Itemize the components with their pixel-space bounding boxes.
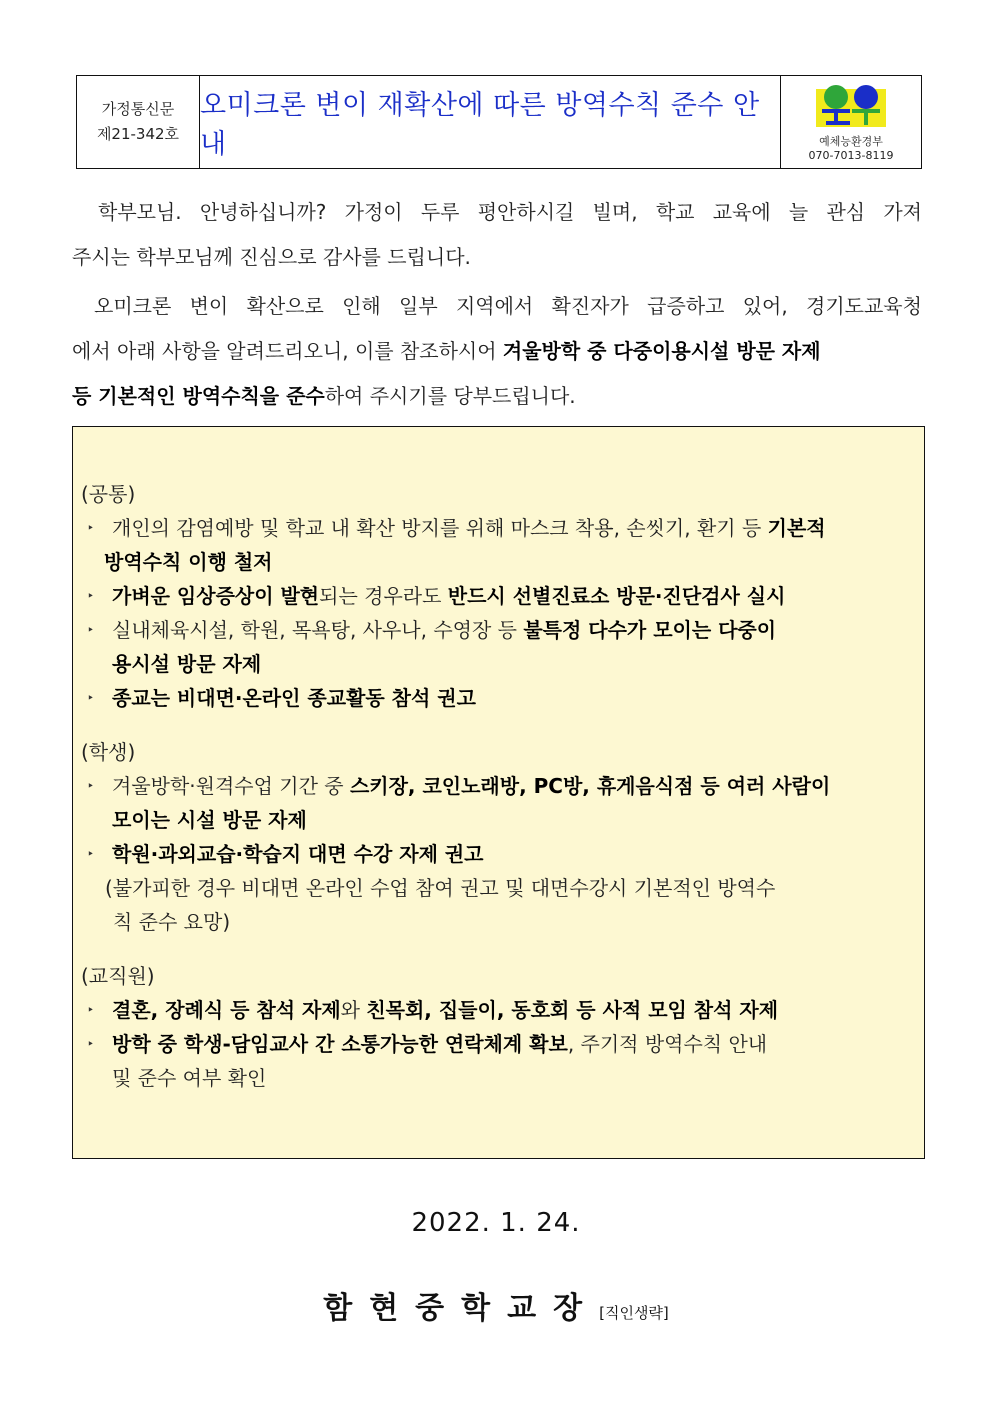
item-emphasis: 불특정 다수가 모이는 다중이 — [523, 618, 777, 642]
item-emphasis: 학원·과외교습·학습지 대면 수강 자제 권고 — [112, 842, 484, 866]
item-text: 와 — [340, 998, 367, 1022]
word: 일부 — [399, 294, 438, 318]
intro-paragraph-1 — [72, 190, 922, 280]
item-text: 겨울방학·원격수업 기간 중 — [112, 774, 350, 798]
intro-p2-text: 하여 주시기를 당부드립니다. — [324, 384, 576, 408]
list-item — [81, 1027, 916, 1095]
logo-caption — [781, 135, 921, 163]
intro-p2-line2 — [72, 329, 922, 374]
word: 지역에서 — [455, 294, 534, 318]
section-heading-student: (학생) — [81, 740, 136, 764]
intro-p2-emphasis: 겨울방학 중 다중이용시설 방문 자제 — [502, 339, 821, 363]
header-table — [76, 75, 922, 169]
item-emphasis: 용시설 방문 자제 — [112, 652, 262, 676]
item-emphasis: 결혼, 장례식 등 참석 자제 — [112, 998, 341, 1022]
intro-p2-line3 — [72, 374, 922, 419]
list-item — [81, 837, 916, 871]
signature-line — [0, 1283, 992, 1327]
signer-name: 함현중학교장 — [323, 1291, 600, 1326]
intro-p1-line1 — [72, 190, 922, 235]
item-text: 및 준수 여부 확인 — [112, 1066, 267, 1090]
word: 있어, — [742, 294, 788, 318]
list-item — [81, 681, 916, 715]
notice-box — [72, 426, 925, 1159]
intro-p1-line2: 주시는 학부모님께 진심으로 감사를 드립니다. — [72, 245, 471, 269]
item-text: 되는 경우라도 — [319, 584, 448, 608]
bullet-icon: ‣ — [87, 691, 95, 705]
section-heading-staff: (교직원) — [81, 964, 155, 988]
list-item — [81, 993, 916, 1027]
list-item — [81, 579, 916, 613]
item-text: 실내체육시설, 학원, 목욕탕, 사우나, 수영장 등 — [112, 618, 524, 642]
word: 확진자가 — [551, 294, 629, 318]
list-item — [81, 511, 916, 579]
word: 두루 — [420, 200, 460, 224]
issue-date: 2022. 1. 24. — [411, 1208, 581, 1238]
item-emphasis: 방학 중 학생-담임교사 간 소통가능한 연락체계 확보 — [112, 1032, 568, 1056]
word: 오미크론 — [94, 294, 172, 318]
word: 관심 — [826, 200, 866, 224]
item-text: , 주기적 방역수칙 안내 — [567, 1032, 768, 1056]
item-emphasis: 친목회, 집들이, 동호회 등 사적 모임 참석 자제 — [366, 998, 779, 1022]
word: 가져 — [883, 200, 922, 224]
item-emphasis: 반드시 선별진료소 방문·진단검사 실시 — [447, 584, 786, 608]
word: 빌며, — [592, 200, 638, 224]
word: 학부모님. — [98, 200, 182, 224]
list-item — [81, 769, 916, 837]
school-logo-icon — [816, 81, 886, 133]
doc-info-cell — [77, 76, 200, 168]
doc-type: 가정통신문 — [101, 100, 175, 118]
word: 교육에 — [712, 200, 771, 224]
logo-caption-dept: 예체능환경부 — [819, 135, 883, 148]
bullet-icon: ‣ — [87, 847, 95, 861]
item-emphasis: 기본적 — [767, 516, 826, 540]
seal-note: [직인생략] — [599, 1304, 669, 1322]
item-emphasis: 스키장, 코인노래방, PC방, 휴게음식점 등 여러 사람이 — [349, 774, 831, 798]
word: 늘 — [788, 200, 809, 224]
word: 확산으로 — [246, 294, 324, 318]
list-item — [81, 613, 916, 681]
item-emphasis: 방역수칙 이행 철저 — [104, 550, 273, 574]
word: 급증하고 — [647, 294, 725, 318]
bullet-icon: ‣ — [87, 1003, 95, 1017]
word: 변이 — [189, 294, 229, 318]
note-text: 칙 준수 요망) — [113, 910, 231, 934]
logo-cell — [780, 76, 921, 168]
intro-p2-text: 에서 아래 사항을 알려드리오니, 이를 참조하시어 — [72, 339, 503, 363]
doc-title-cell — [200, 76, 780, 168]
doc-title: 오미크론 변이 재확산에 따른 방역수칙 준수 안내 — [200, 90, 760, 160]
word: 인해 — [342, 294, 381, 318]
item-emphasis: 종교는 비대면·온라인 종교활동 참석 권고 — [112, 686, 476, 710]
word: 학교 — [655, 200, 695, 224]
bullet-icon: ‣ — [87, 1037, 95, 1051]
intro-p2-line1 — [72, 284, 922, 329]
word: 가정이 — [344, 200, 403, 224]
bullet-icon: ‣ — [87, 623, 95, 637]
student-note — [81, 871, 916, 939]
logo-caption-phone: 070-7013-8119 — [808, 149, 894, 162]
bullet-icon: ‣ — [87, 779, 95, 793]
word: 경기도교육청 — [806, 294, 922, 318]
notice-box-content — [81, 477, 916, 1095]
intro-paragraph-2 — [72, 284, 922, 419]
bullet-icon: ‣ — [87, 589, 95, 603]
word: 안녕하십니까? — [199, 200, 327, 224]
intro-p2-emphasis: 등 기본적인 방역수칙을 준수 — [72, 384, 325, 408]
item-emphasis: 모이는 시설 방문 자제 — [112, 808, 307, 832]
doc-number: 제21-342호 — [96, 125, 180, 143]
word: 평안하시길 — [477, 200, 575, 224]
item-emphasis: 가벼운 임상증상이 발현 — [112, 584, 320, 608]
item-text: 개인의 감염예방 및 학교 내 확산 방지를 위해 마스크 착용, 손씻기, 환기 등 — [112, 516, 768, 540]
note-text: (불가피한 경우 비대면 온라인 수업 참여 권고 및 대면수강시 기본적인 방역수 — [105, 876, 776, 900]
section-heading-common: (공통) — [81, 482, 136, 506]
bullet-icon: ‣ — [87, 521, 95, 535]
